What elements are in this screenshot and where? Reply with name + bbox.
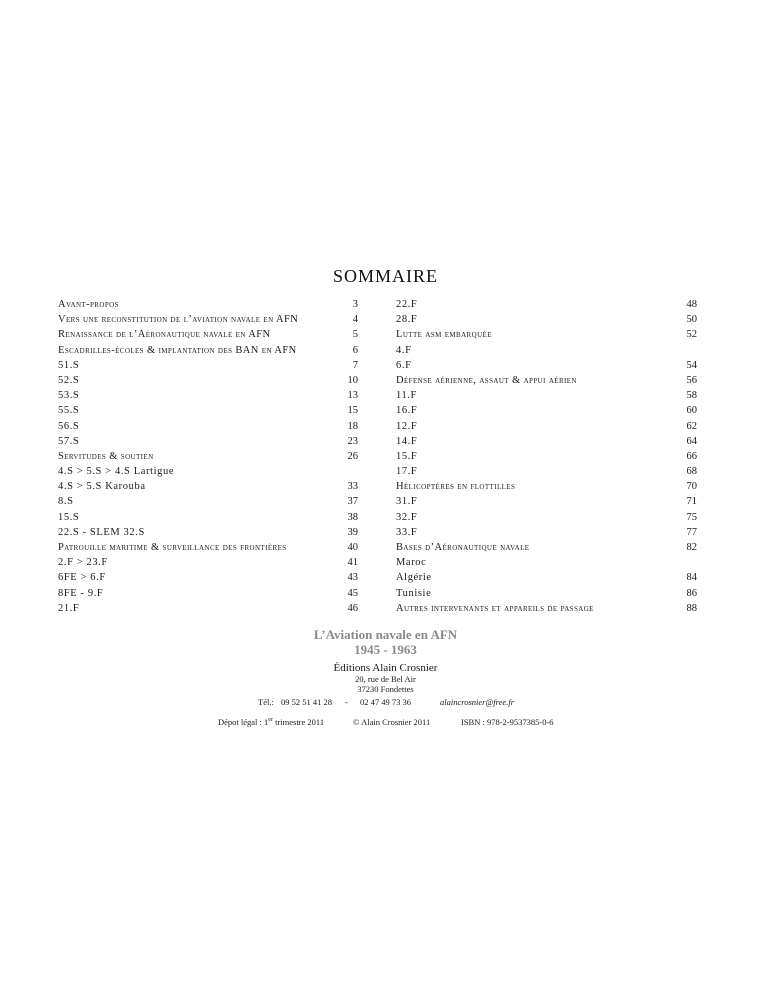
- toc-entry-page: 48: [686, 299, 697, 310]
- toc-entry-page: 40: [347, 542, 358, 553]
- toc-entry-page: 45: [347, 587, 358, 599]
- toc-entry: [58, 312, 358, 327]
- toc-entry-page: 10: [347, 374, 358, 386]
- toc-entry-page: 68: [686, 466, 697, 478]
- toc-entry: [396, 601, 697, 616]
- toc-entry: [58, 373, 358, 388]
- toc-entry-label: 28.F: [396, 314, 418, 326]
- toc-entry-label: Hélicoptères en flottilles: [396, 481, 516, 493]
- toc-entry: [58, 343, 358, 358]
- toc-entry-label: 15.F: [396, 450, 418, 462]
- toc-entry-page: 38: [347, 511, 358, 523]
- toc-entry-label: Lutte asm embarquée: [396, 329, 492, 341]
- toc-entry-label: 53.S: [58, 390, 80, 402]
- toc-entry-label: 51.S: [58, 359, 80, 371]
- legal-deposit-sup: er: [268, 717, 273, 724]
- toc-entry: [396, 494, 697, 509]
- toc-entry: [396, 510, 697, 525]
- toc-entry-page: 7: [352, 359, 358, 371]
- toc-left-column: [58, 297, 358, 616]
- toc-entry-label: Algérie: [396, 572, 432, 584]
- toc-entry-page: 33: [347, 481, 358, 493]
- book-title-block: [0, 627, 771, 657]
- toc-entry-page: 3: [352, 299, 358, 310]
- publisher-city: 37230 Fondettes: [357, 684, 414, 694]
- toc-entry-page: 88: [686, 602, 697, 614]
- publisher-block: [0, 662, 771, 694]
- toc-entry-label: 6.F: [396, 359, 412, 371]
- toc-entry-page: 15: [347, 405, 358, 417]
- toc-entry-label: Autres intervenants et appareils de passage: [396, 602, 594, 614]
- toc-entry-label: 12.F: [396, 420, 418, 432]
- toc-entry-page: 56: [686, 374, 697, 386]
- toc-entry-page: 13: [347, 390, 358, 402]
- toc-entry: [58, 586, 358, 601]
- toc-entry-page: 86: [686, 587, 697, 599]
- tel-label: Tél.:: [258, 697, 274, 707]
- toc-entry-label: 21.F: [58, 602, 80, 614]
- toc-entry-page: 46: [347, 602, 358, 614]
- toc-entry: [396, 358, 697, 373]
- toc-entry-page: 52: [686, 329, 697, 341]
- toc-entry-label: 4.S > 5.S Karouba: [58, 481, 146, 493]
- toc-entry: [58, 494, 358, 509]
- toc-entry-label: 4.S > 5.S > 4.S Lartigue: [58, 466, 175, 478]
- toc-entry-page: 66: [686, 450, 697, 462]
- toc-entry: [58, 540, 358, 555]
- toc-entry-label: Patrouille maritime & surveillance des frontières: [58, 542, 287, 553]
- toc-entry-page: 43: [347, 572, 358, 584]
- toc-entry: [58, 388, 358, 403]
- toc-entry-page: 4: [352, 314, 358, 326]
- publisher-street: 20, rue de Bel Air: [355, 674, 416, 684]
- toc-entry-page: 70: [686, 481, 697, 493]
- email-text: alaincrosnier@free.fr: [440, 697, 515, 707]
- toc-entry: [396, 449, 697, 464]
- toc-entry-page: 41: [347, 557, 358, 569]
- toc-entry: [396, 434, 697, 449]
- toc-entry-page: 82: [686, 542, 697, 553]
- toc-entry-page: 39: [347, 526, 358, 538]
- toc-entry-label: Bases d’Aéronautique navale: [396, 542, 530, 553]
- toc-entry-label: 33.F: [396, 526, 418, 538]
- toc-entry-label: 16.F: [396, 405, 418, 417]
- legal-deposit: [218, 717, 324, 727]
- toc-entry: [396, 464, 697, 479]
- tel-number-1: 09 52 51 41 28: [281, 697, 332, 707]
- toc-entry-page: 54: [686, 359, 697, 371]
- toc-entry: [396, 327, 697, 342]
- toc-entry-label: Défense aérienne, assaut & appui aérien: [396, 374, 577, 386]
- toc-entry-label: Servitudes & soutien: [58, 450, 154, 462]
- toc-entry-page: 50: [686, 314, 697, 326]
- toc-entry-label: 4.F: [396, 344, 412, 356]
- toc-entry-page: 5: [352, 329, 358, 341]
- toc-entry: [396, 570, 697, 585]
- toc-entry: [58, 434, 358, 449]
- toc-entry: [58, 297, 358, 312]
- book-years: 1945 - 1963: [354, 642, 417, 657]
- toc-entry-page: 37: [347, 496, 358, 508]
- toc-entry: [396, 403, 697, 418]
- toc-entry-page: 26: [347, 450, 358, 462]
- toc-entry-page: 58: [686, 390, 697, 402]
- toc-entry-label: 31.F: [396, 496, 418, 508]
- toc-entry-label: 32.F: [396, 511, 418, 523]
- toc-entry-label: 11.F: [396, 390, 417, 402]
- toc-entry-label: 22.F: [396, 299, 418, 310]
- toc-entry-label: 6FE > 6.F: [58, 572, 106, 584]
- toc-entry-label: 17.F: [396, 466, 418, 478]
- toc-entry-page: 77: [686, 526, 697, 538]
- toc-entry-label: Avant-propos: [58, 299, 119, 310]
- toc-right-column: [396, 297, 697, 616]
- tel-number-2: 02 47 49 73 36: [360, 697, 411, 707]
- toc-entry: [396, 419, 697, 434]
- toc-entry-page: 18: [347, 420, 358, 432]
- toc-entry-label: 14.F: [396, 435, 418, 447]
- toc-entry: [396, 312, 697, 327]
- toc-entry-page: 23: [347, 435, 358, 447]
- toc-entry: [396, 343, 697, 358]
- toc-entry-page: 75: [686, 511, 697, 523]
- toc-entry-label: Vers une reconstitution de l’aviation navale en AFN: [58, 314, 299, 326]
- toc-entry: [58, 403, 358, 418]
- toc-entry-label: 15.S: [58, 511, 80, 523]
- toc-entry-label: 52.S: [58, 374, 80, 386]
- toc-entry: [396, 388, 697, 403]
- toc-entry-label: 56.S: [58, 420, 80, 432]
- toc-entry: [58, 525, 358, 540]
- toc-entry: [396, 555, 697, 570]
- toc-entry: [396, 297, 697, 312]
- toc-entry-label: 22.S - SLEM 32.S: [58, 526, 145, 538]
- legal-deposit-prefix: Dépot légal : 1: [218, 717, 269, 727]
- toc-entry: [396, 586, 697, 601]
- copyright-text: © Alain Crosnier 2011: [353, 717, 431, 727]
- toc-entry: [58, 555, 358, 570]
- toc-entry-page: 6: [352, 344, 358, 356]
- book-title: L’Aviation navale en AFN: [313, 627, 458, 642]
- toc-entry-label: 8.S: [58, 496, 74, 508]
- toc-entry-label: Tunisie: [396, 587, 432, 599]
- toc-entry-page: 62: [686, 420, 697, 432]
- toc-entry: [396, 540, 697, 555]
- toc-entry: [58, 601, 358, 616]
- toc-entry-label: Escadrilles-écoles & implantation des BAN en AFN: [58, 344, 297, 356]
- toc-entry: [58, 449, 358, 464]
- toc-entry-page: 64: [686, 435, 697, 447]
- toc-entry-label: 55.S: [58, 405, 80, 417]
- toc-entry: [58, 570, 358, 585]
- toc-entry-page: 60: [686, 405, 697, 417]
- toc-entry-label: 8FE - 9.F: [58, 587, 104, 599]
- toc-entry: [58, 479, 358, 494]
- legal-deposit-suffix: trimestre 2011: [272, 717, 325, 727]
- page-title: SOMMAIRE: [332, 266, 438, 286]
- toc-entry-label: Renaissance de l’Aéronautique navale en AFN: [58, 329, 271, 341]
- tel-separator: -: [345, 697, 348, 707]
- publisher-name: Éditions Alain Crosnier: [333, 662, 438, 674]
- toc-entry: [396, 373, 697, 388]
- toc-entry: [396, 479, 697, 494]
- toc-entry: [58, 419, 358, 434]
- toc-entry-page: 84: [686, 572, 697, 584]
- toc-entry-page: 71: [686, 496, 697, 508]
- toc-entry: [396, 525, 697, 540]
- isbn-text: ISBN : 978-2-9537385-0-6: [461, 717, 554, 727]
- toc-entry: [58, 464, 358, 479]
- toc-entry: [58, 510, 358, 525]
- toc-entry-label: 2.F > 23.F: [58, 557, 108, 569]
- toc-entry-label: Maroc: [396, 557, 427, 569]
- toc-entry: [58, 327, 358, 342]
- toc-entry: [58, 358, 358, 373]
- toc-entry-label: 57.S: [58, 435, 80, 447]
